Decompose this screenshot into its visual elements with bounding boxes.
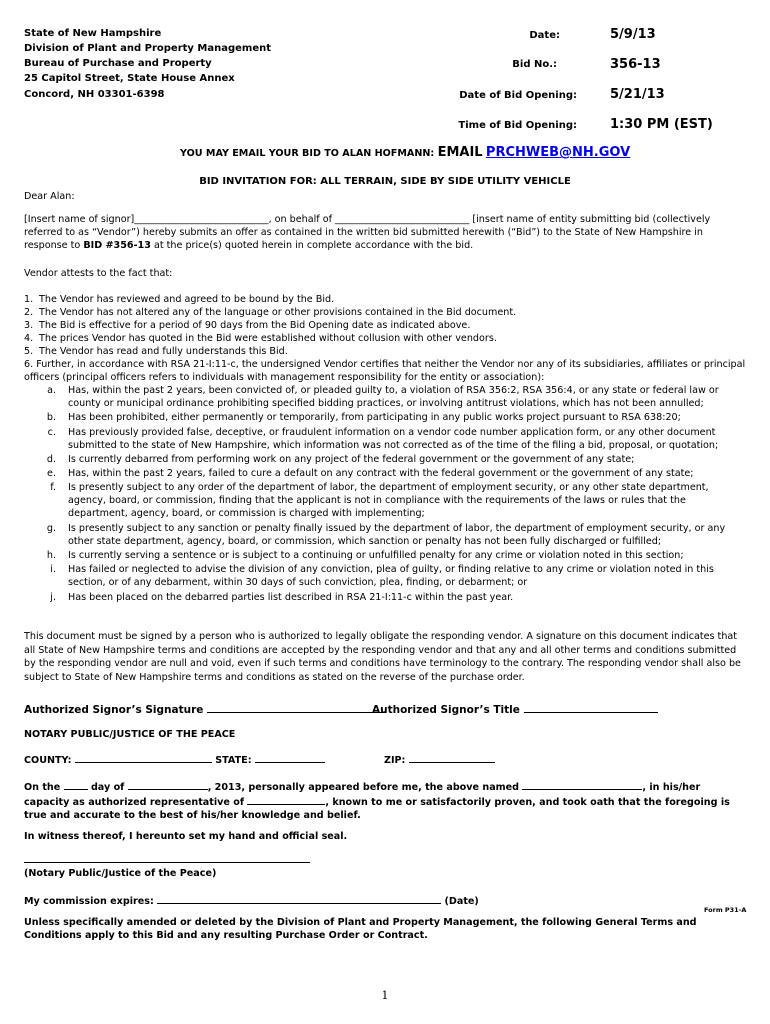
intro-text-a: [Insert name of signor]____________________________, on behalf of ____________________________ [insert name of entity submitting bid (collectively referred to as “Vendor”) hereby submits an offer as contained in the written bid submitted herewith (“Bid”) to the State of New Hampshire in response to bbox=[24, 214, 711, 251]
sub-item-letter: f. bbox=[50, 482, 56, 494]
sub-item-letter: h. bbox=[46, 550, 56, 562]
item-text: The Vendor has read and fully understands this Bid. bbox=[39, 346, 288, 357]
zip-field[interactable] bbox=[409, 752, 495, 763]
state-label: STATE: bbox=[215, 755, 252, 766]
month-field[interactable] bbox=[128, 779, 208, 790]
email-word: EMAIL bbox=[437, 145, 483, 160]
closing-paragraph: Unless specifically amended or deleted by the Division of Plant and Property Management, the following General Terms and Conditions apply to this Bid and any resulting Purchase Order or Contract. bbox=[24, 917, 697, 941]
capacity-text: , in his/her capacity as bbox=[24, 782, 701, 808]
page-number: 1 bbox=[381, 989, 389, 1002]
sub-item-letter: b. bbox=[46, 412, 56, 424]
item-text: Further, in accordance with RSA 21-I:11-c, the undersigned Vendor certifies that neither the Vendor nor any of its subsidiaries, affiliates or principal officers (principal officers refers to individuals with management responsibility for the entity or association): bbox=[24, 359, 746, 383]
sub-item-text: Is currently serving a sentence or is subject to a continuing or unfulfilled penalty for any crime or violation noted in this section; bbox=[68, 550, 684, 562]
auth-rep-text: authorized representative of bbox=[88, 797, 245, 808]
sub-item-letter: c. bbox=[47, 426, 56, 438]
date-label: Date: bbox=[529, 30, 560, 41]
sub-item-text: Has, within the past 2 years, failed to cure a default on any contract with the federal government or the government of any state; bbox=[68, 468, 694, 480]
sub-item-text: Is presently subject to any sanction or penalty finally issued by the department of labor, the department of employment security, or any other state department, agency, board, or commission, which sanction or penalty has not been fully discharged or fulfilled; bbox=[68, 522, 726, 547]
day-field[interactable] bbox=[64, 779, 88, 790]
list-item bbox=[24, 332, 746, 345]
item-number: 4. bbox=[24, 333, 34, 344]
zip-row bbox=[384, 752, 495, 767]
known-text: , known to me or satisfactorily proven, and took oath that the foregoing is true and accurate to the best of his/her knowledge and belief. bbox=[24, 797, 730, 821]
sub-list-item bbox=[24, 563, 746, 589]
item-text: The Vendor has reviewed and agreed to be bound by the Bid. bbox=[39, 294, 335, 305]
sub-item-text: Has been placed on the debarred parties list described in RSA 21-I:11-c within the past year. bbox=[68, 591, 514, 603]
entity-field[interactable] bbox=[247, 794, 325, 805]
commission-date-field[interactable] bbox=[157, 893, 441, 904]
sub-item-letter: e. bbox=[47, 468, 56, 480]
signor-title-field[interactable] bbox=[524, 702, 658, 713]
named-person-field[interactable] bbox=[522, 779, 642, 790]
agency-line: Bureau of Purchase and Property bbox=[24, 58, 212, 69]
bid-reference: BID #356-13 bbox=[83, 240, 151, 251]
agency-line: 25 Capitol Street, State House Annex bbox=[24, 73, 235, 84]
witness-statement: In witness thereof, I hereunto set my hand and official seal. bbox=[24, 831, 348, 842]
sub-item-letter: i. bbox=[50, 564, 56, 576]
commission-label: My commission expires: bbox=[24, 896, 154, 907]
sub-item-letter: g. bbox=[46, 522, 56, 534]
authority-paragraph bbox=[24, 630, 746, 684]
agency-line: State of New Hampshire bbox=[24, 28, 162, 39]
list-item bbox=[24, 345, 746, 358]
authority-text: This document must be signed by a person who is authorized to legally obligate the responding vendor. A signature on this document indicates that all State of New Hampshire terms and conditions are accepted by the responding vendor and that any and all other terms and conditions submitted by the responding vendor are null and void, even if such terms and conditions have terminology to the contrary. The responding vendor shall also be subject to State of New Hampshire terms and conditions as stated on the reverse of the purchase order. bbox=[24, 631, 741, 683]
sub-list-item bbox=[24, 426, 746, 452]
list-item bbox=[24, 319, 746, 332]
intro-paragraph bbox=[24, 213, 746, 252]
sub-item-text: Has been prohibited, either permanently or temporarily, from participating in any public works project pursuant to RSA 638:20; bbox=[68, 412, 681, 424]
sub-list-item bbox=[24, 384, 746, 410]
county-field[interactable] bbox=[75, 752, 212, 763]
agency-line: Division of Plant and Property Management bbox=[24, 43, 272, 54]
opening-date-value: 5/21/13 bbox=[610, 87, 665, 102]
personally-text: , 2013, personally appeared before me, the above named bbox=[207, 782, 520, 793]
email-instruction bbox=[180, 145, 630, 160]
list-item bbox=[24, 358, 746, 384]
attestation-list bbox=[24, 293, 746, 605]
sub-list-item bbox=[24, 591, 746, 604]
opening-date-label: Date of Bid Opening: bbox=[459, 90, 577, 101]
notary-statement bbox=[24, 779, 748, 822]
item-number: 5. bbox=[24, 346, 34, 357]
agency-line: Concord, NH 03301-6398 bbox=[24, 89, 165, 100]
intro-text-b: at the price(s) quoted herein in complete accordance with the bid. bbox=[150, 240, 474, 251]
zip-label: ZIP: bbox=[384, 755, 406, 766]
greeting: Dear Alan: bbox=[24, 191, 75, 202]
item-text: The Bid is effective for a period of 90 days from the Bid Opening date as indicated above. bbox=[39, 320, 471, 331]
agency-header bbox=[24, 26, 271, 102]
signor-title-row bbox=[372, 702, 658, 716]
sub-list-item bbox=[24, 411, 746, 424]
sub-item-letter: d. bbox=[46, 453, 56, 465]
notary-caption: (Notary Public/Justice of the Peace) bbox=[24, 868, 217, 879]
item-number: 6. bbox=[24, 359, 34, 370]
bid-no-value: 356-13 bbox=[610, 57, 661, 72]
day-of-text: day of bbox=[90, 782, 125, 793]
attests-heading: Vendor attests to the fact that: bbox=[24, 268, 173, 279]
sub-item-text: Has, within the past 2 years, been convicted of, or pleaded guilty to, a violation of RSA 356:2, RSA 356:4, or any state or federal law or county or municipal ordinance prohibiting specified bidding practices, or involving antitrust violations, which has not been annulled; bbox=[68, 385, 719, 409]
opening-time-label: Time of Bid Opening: bbox=[458, 120, 577, 131]
sub-item-text: Is currently debarred from performing work on any project of the federal government or the government of any state; bbox=[68, 453, 635, 465]
county-row bbox=[24, 752, 325, 767]
item-number: 3. bbox=[24, 320, 34, 331]
commission-row bbox=[24, 893, 479, 908]
signor-signature-label: Authorized Signor’s Signature bbox=[24, 704, 204, 716]
sub-item-text: Is presently subject to any order of the department of labor, the department of employment security, or any other state department, agency, board, or commission, finding that the applicant is not in compliance with the requirements of the laws or rules that the department, agency, board, or commission is charged with implementing; bbox=[68, 482, 709, 520]
item-text: The Vendor has not altered any of the language or other provisions contained in the Bid document. bbox=[39, 307, 517, 318]
email-link[interactable]: PRCHWEB@NH.GOV bbox=[485, 145, 631, 160]
item-number: 2. bbox=[24, 307, 34, 318]
sub-list-item bbox=[24, 481, 746, 520]
sub-list-item bbox=[24, 467, 746, 480]
sub-list-item bbox=[24, 549, 746, 562]
date-value: 5/9/13 bbox=[610, 27, 656, 42]
state-field[interactable] bbox=[255, 752, 325, 763]
sub-item-letter: a. bbox=[47, 385, 56, 396]
page-title: BID INVITATION FOR: ALL TERRAIN, SIDE BY SIDE UTILITY VEHICLE bbox=[199, 176, 571, 187]
on-the-text: On the bbox=[24, 782, 61, 793]
notary-heading: NOTARY PUBLIC/JUSTICE OF THE PEACE bbox=[24, 729, 236, 740]
sub-list-item bbox=[24, 453, 746, 466]
sub-list-item bbox=[24, 522, 746, 548]
item-number: 1. bbox=[24, 294, 34, 305]
bid-no-label: Bid No.: bbox=[512, 59, 557, 70]
list-item bbox=[24, 293, 746, 306]
email-prefix: YOU MAY EMAIL YOUR BID TO ALAN HOFMANN: bbox=[180, 148, 435, 159]
date-caption: (Date) bbox=[444, 896, 479, 907]
signor-signature-field[interactable] bbox=[207, 702, 385, 713]
opening-time-value: 1:30 PM (EST) bbox=[610, 117, 713, 132]
signor-signature-row bbox=[24, 702, 385, 716]
list-item bbox=[24, 306, 746, 319]
sub-item-letter: j. bbox=[50, 591, 56, 603]
item-text: The prices Vendor has quoted in the Bid were established without collusion with other vendors. bbox=[39, 333, 497, 344]
sub-item-text: Has previously provided false, deceptive, or fraudulent information on a vendor code number application form, or any other document submitted to the state of New Hampshire, which information was not corrected as of the time of the filing a bid, proposal, or quotation; bbox=[68, 426, 719, 451]
sub-item-text: Has failed or neglected to advise the division of any conviction, plea of guilty, or finding relative to any crime or violation noted in this section, or of any debarment, within 30 days of such conviction, plea, finding, or debarment; or bbox=[68, 564, 714, 589]
signor-title-label: Authorized Signor’s Title bbox=[372, 704, 520, 716]
form-number: Form P31-A bbox=[704, 906, 747, 914]
county-label: COUNTY: bbox=[24, 755, 72, 766]
notary-signature-line[interactable] bbox=[24, 862, 310, 863]
